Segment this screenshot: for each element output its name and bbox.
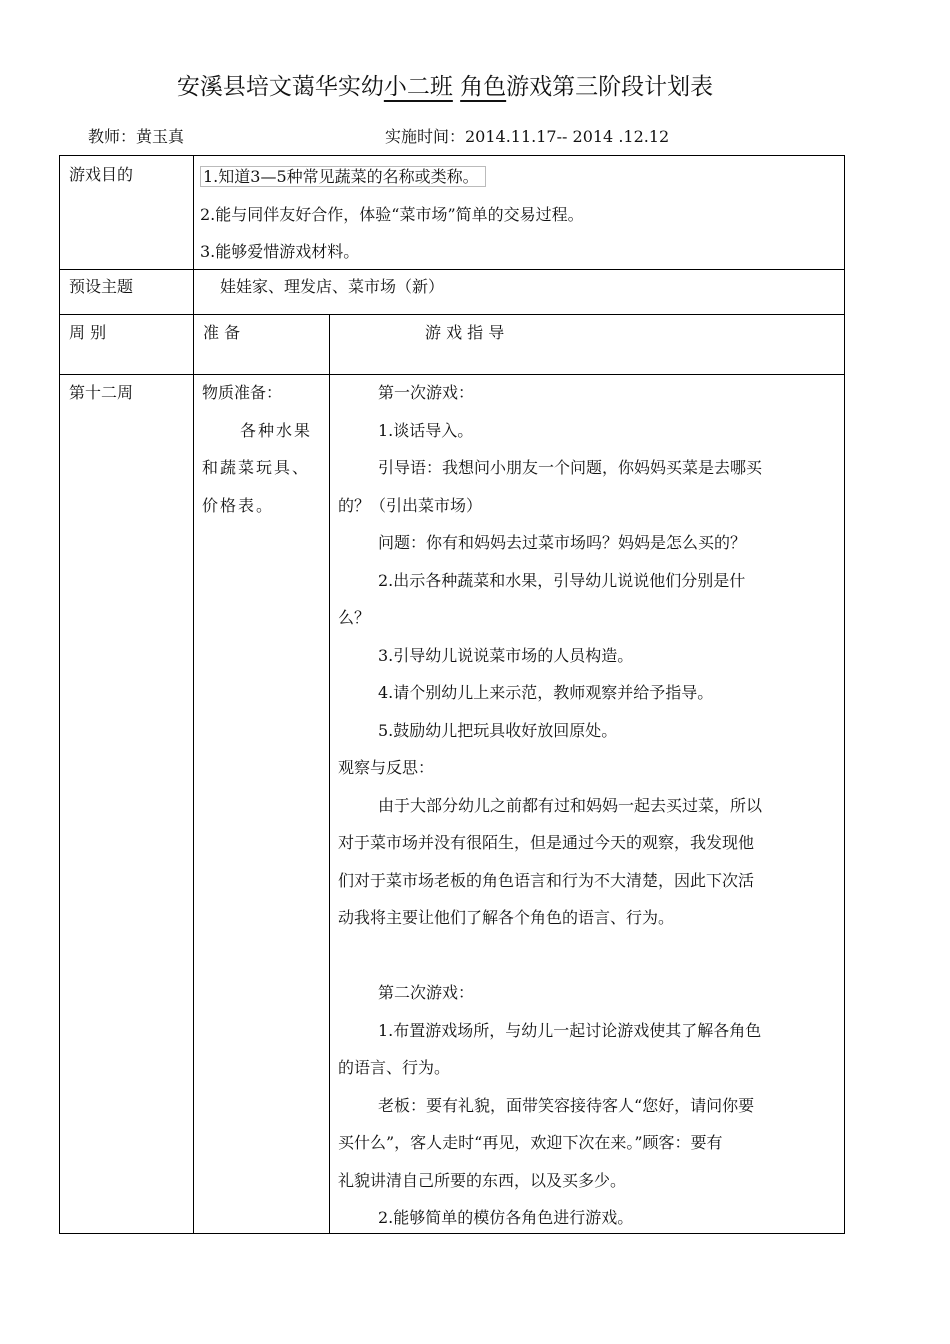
theme-list: 娃娃家、理发店、菜市场（新）: [220, 277, 445, 296]
col-week-header: 周 别: [69, 323, 107, 342]
guide-line: 对于菜市场并没有很陌生，但是通过今天的观察，我发现他: [338, 833, 755, 852]
title-suffix: 游戏第三阶段计划表: [506, 74, 714, 100]
guide-line: 买什么”，客人走时“再见，欢迎下次在来。”顾客：要有: [338, 1133, 723, 1152]
guide-line: 第二次游戏：: [378, 983, 475, 1002]
goal-item-1: [200, 164, 486, 187]
col-prep-header: 准 备: [203, 323, 241, 342]
goal-text: 1.知道3—5种常见蔬菜的名称或类称。: [200, 166, 486, 187]
prep-line: 各种水果: [240, 420, 313, 440]
guide-line: 动我将主要让他们了解各个角色的语言、行为。: [338, 908, 675, 927]
goal-item-3: 3.能够爱惜游戏材料。: [200, 242, 360, 261]
guide-line: 由于大部分幼儿之前都有过和妈妈一起去买过菜，所以: [378, 795, 763, 815]
title-school: 安溪县培文蔼华实幼: [176, 74, 384, 100]
guide-line: 2.能够简单的模仿各角色进行游戏。: [378, 1208, 634, 1227]
goal-label: 游戏目的: [69, 165, 134, 184]
guide-line: [338, 937, 843, 975]
guide-line: 第一次游戏：: [378, 383, 475, 402]
guide-line: 们对于菜市场老板的角色语言和行为不大清楚，因此下次活: [338, 870, 755, 890]
guide-line: 1.布置游戏场所，与幼儿一起讨论游戏使其了解各角色: [378, 1020, 762, 1040]
title-role: 角色: [460, 74, 507, 100]
guide-line: 的语言、行为。: [338, 1058, 451, 1077]
theme-label: 预设主题: [69, 277, 134, 296]
title-class: 小二班: [383, 74, 453, 100]
guide-line: 么？: [338, 608, 371, 627]
column-divider: [193, 156, 194, 1233]
guide-line: 引导语：我想问小朋友一个问题，你妈妈买菜是去哪买: [378, 458, 763, 477]
goal-item-2: 2.能与同伴友好合作，体验“菜市场”简单的交易过程。: [200, 205, 584, 224]
guide-line: 观察与反思：: [338, 758, 435, 777]
page-title: [0, 68, 890, 101]
guide-cell: [338, 374, 843, 1237]
guide-line: 1.谈话导入。: [378, 420, 474, 440]
guide-line: 3.引导幼儿说说菜市场的人员构造。: [378, 645, 634, 665]
prep-line: 和蔬菜玩具、: [202, 458, 311, 477]
row-divider: [60, 269, 844, 270]
guide-line: 2.出示各种蔬菜和水果，引导幼儿说说他们分别是什: [378, 570, 746, 590]
guide-line: 老板：要有礼貌，面带笑容接待客人“您好，请问你要: [378, 1095, 755, 1115]
prep-line: 价格表。: [202, 495, 275, 515]
teacher-name: 教师：黄玉真: [88, 127, 185, 146]
guide-line: 4.请个别幼儿上来示范，教师观察并给予指导。: [378, 683, 714, 702]
guide-line: 礼貌讲清自己所要的东西，以及买多少。: [338, 1170, 627, 1190]
column-divider: [329, 314, 330, 1233]
guide-line: 5.鼓励幼儿把玩具收好放回原处。: [378, 720, 618, 740]
prep-cell: [202, 374, 327, 524]
prep-title: 物质准备：: [202, 383, 283, 402]
implementation-time: 实施时间：2014.11.17-- 2014 .12.12: [385, 127, 670, 146]
guide-line: 问题：你有和妈妈去过菜市场吗？妈妈是怎么买的？: [378, 533, 747, 552]
col-guide-header: 游 戏 指 导: [425, 323, 505, 342]
guide-line: 的？（引出菜市场）: [338, 495, 483, 515]
week-label: 第十二周: [69, 383, 134, 402]
